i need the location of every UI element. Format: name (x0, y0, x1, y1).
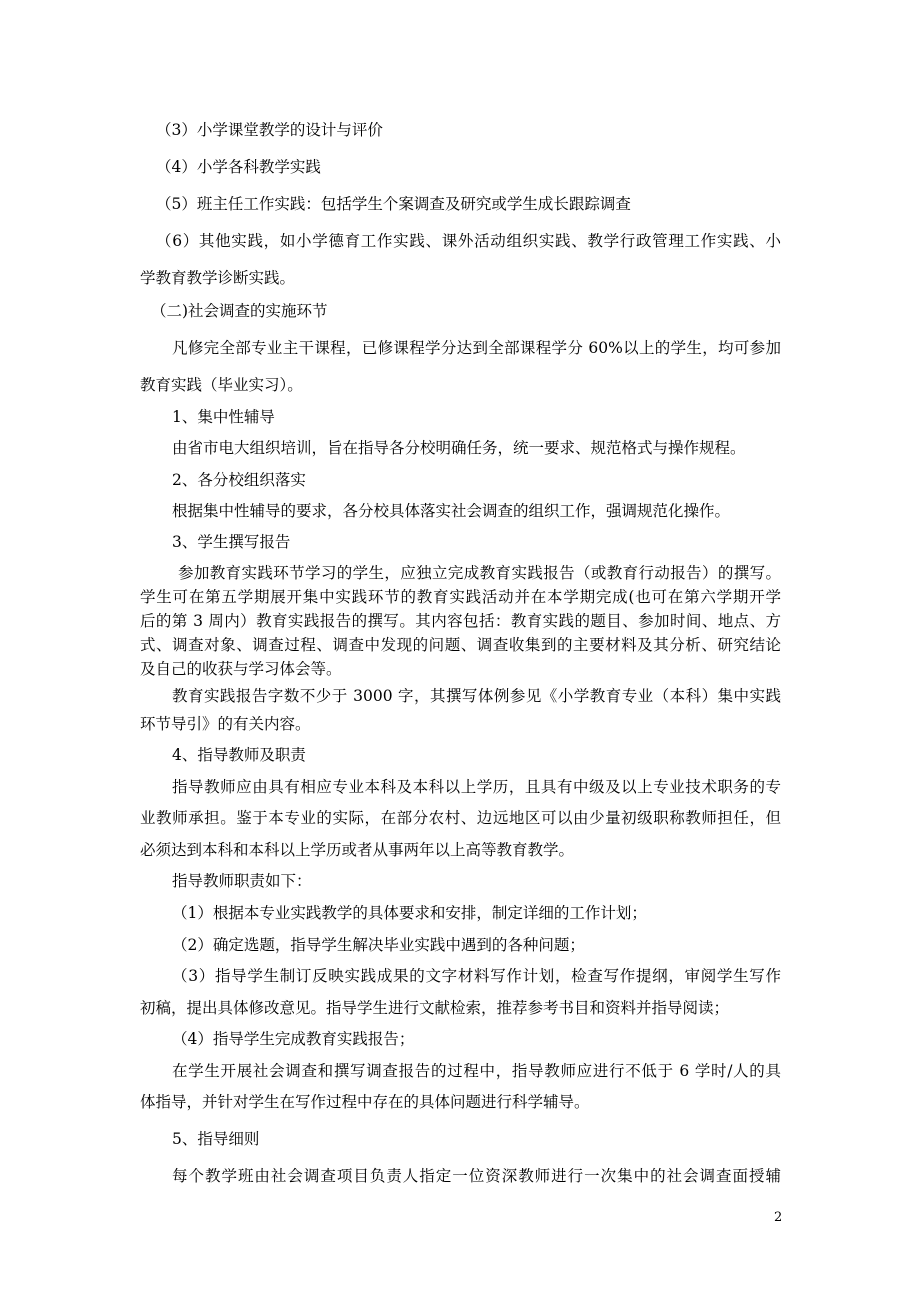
paragraph-line: 学生可在第五学期展开集中实践环节的教育实践活动并在本学期完成(也可在第六学期开学 (140, 588, 781, 606)
list-item: （3）小学课堂教学的设计与评价 (156, 121, 383, 139)
paragraph-line: 在学生开展社会调查和撰写调查报告的过程中，指导教师应进行不低于 6 学时/人的具 (172, 1062, 781, 1080)
paragraph-line: 及自己的收获与学习体会等。 (140, 660, 342, 678)
subsection-heading: 4、指导教师及职责 (172, 746, 306, 764)
paragraph-line: 学教育教学诊断实践。 (140, 269, 296, 287)
subsection-heading: 1、集中性辅导 (172, 408, 275, 426)
paragraph-line: 体指导，并针对学生在写作过程中存在的具体问题进行科学辅导。 (140, 1093, 590, 1111)
paragraph-line: 教育实践（毕业实习）。 (140, 376, 303, 394)
subsection-heading: 2、各分校组织落实 (172, 471, 306, 489)
list-item: 初稿，提出具体修改意见。指导学生进行文献检索，推荐参考书目和资料并指导阅读； (140, 999, 730, 1017)
paragraph-line: 教育实践报告字数不少于 3000 字，其撰写体例参见《小学教育专业（本科）集中实践 (172, 687, 781, 705)
list-item: （4）指导学生完成教育实践报告； (172, 1030, 415, 1048)
list-item: （3）指导学生制订反映实践成果的文字材料写作计划，检查写作提纲，审阅学生写作 (172, 967, 781, 985)
paragraph-line: 业教师承担。鉴于本专业的实际，在部分农村、边远地区可以由少量初级职称教师担任，但 (140, 809, 781, 827)
list-item: （5）班主任工作实践：包括学生个案调查及研究或学生成长跟踪调查 (156, 195, 631, 213)
paragraph-line: 指导教师职责如下： (172, 872, 312, 890)
paragraph-line: （6）其他实践，如小学德育工作实践、课外活动组织实践、教学行政管理工作实践、小 (156, 232, 781, 250)
paragraph-line: 参加教育实践环节学习的学生，应独立完成教育实践报告（或教育行动报告）的撰写。 (178, 564, 781, 582)
subsection-heading: 5、指导细则 (172, 1130, 260, 1148)
paragraph-line: 环节导引》的有关内容。 (140, 715, 311, 733)
list-item: （1）根据本专业实践教学的具体要求和安排，制定详细的工作计划； (172, 904, 647, 922)
paragraph-line: 必须达到本科和本科以上学历或者从事两年以上高等教育教学。 (140, 841, 575, 859)
paragraph-line: 每个教学班由社会调查项目负责人指定一位资深教师进行一次集中的社会调查面授辅 (172, 1167, 781, 1185)
paragraph-line: 式、调查对象、调查过程、调查中发现的问题、调查收集到的主要材料及其分析、研究结论 (140, 636, 781, 654)
paragraph-line: 根据集中性辅导的要求，各分校具体落实社会调查的组织工作，强调规范化操作。 (172, 502, 731, 520)
list-item: （2）确定选题，指导学生解决毕业实践中遇到的各种问题； (172, 936, 585, 954)
section-heading: （二)社会调查的实施环节 (151, 302, 328, 320)
list-item: （4）小学各科教学实践 (156, 158, 321, 176)
paragraph-line: 指导教师应由具有相应专业本科及本科以上学历，且具有中级及以上专业技术职务的专 (172, 778, 781, 796)
paragraph-line: 后的第 3 周内）教育实践报告的撰写。其内容包括：教育实践的题目、参加时间、地点、方 (140, 612, 781, 630)
page-number: 2 (774, 1210, 783, 1225)
paragraph-line: 凡修完全部专业主干课程，已修课程学分达到全部课程学分 60%以上的学生，均可参加 (172, 339, 781, 357)
subsection-heading: 3、学生撰写报告 (172, 533, 291, 551)
paragraph-line: 由省市电大组织培训，旨在指导各分校明确任务，统一要求、规范格式与操作规程。 (172, 439, 746, 457)
